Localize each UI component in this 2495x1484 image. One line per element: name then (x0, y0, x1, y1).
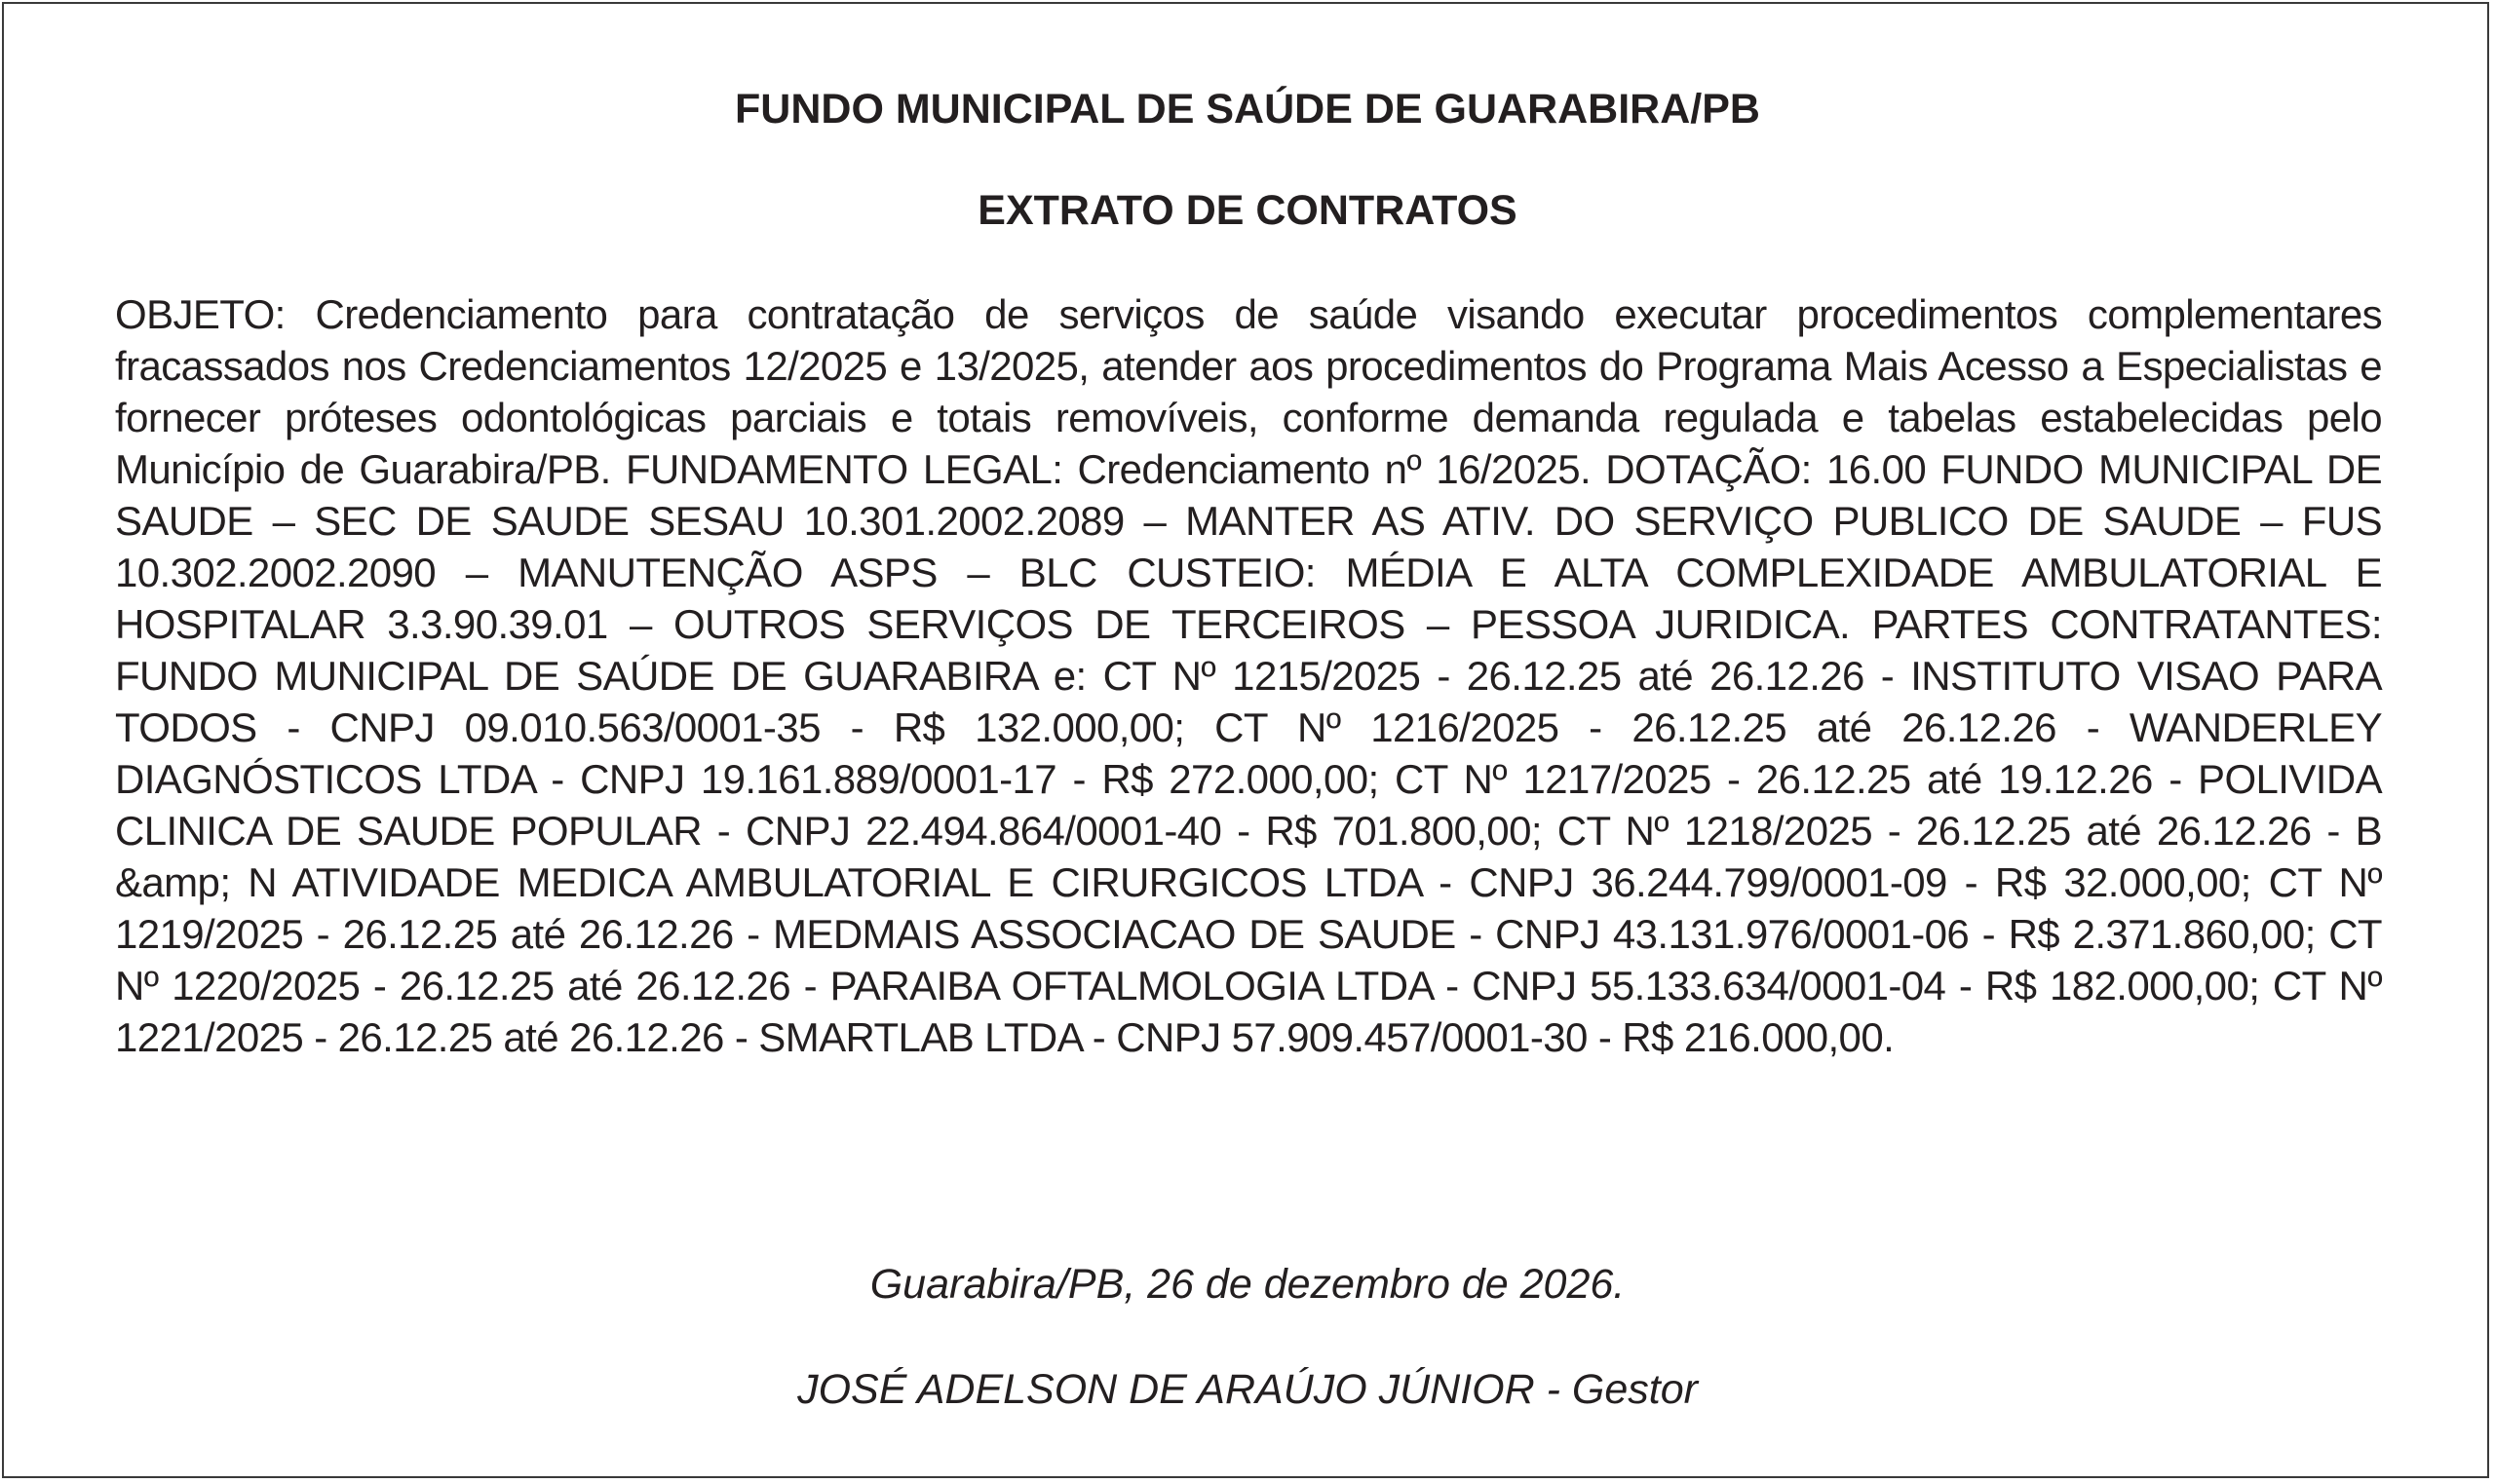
signatory-line: JOSÉ ADELSON DE ARAÚJO JÚNIOR - Gestor (797, 1366, 1698, 1413)
organization-title: FUNDO MUNICIPAL DE SAÚDE DE GUARABIRA/PB (735, 86, 1760, 133)
contract-extract-body: OBJETO: Credenciamento para contratação de serviços de saúde visando executar procedimentos complementares fracassados nos Credenciamentos 12/2025 e 13/2025, atender aos procedimentos do Programa Mais Acesso a Especialistas e fornecer próteses odontológicas parciais e totais removíveis, conforme demanda regulada e tabelas estabelecidas pelo Município de Guarabira/PB. FUNDAMENTO LEGAL: Credenciamento nº 16/2025. DOTAÇÃO: 16.00 FUNDO MUNICIPAL DE SAUDE – SEC DE SAUDE SESAU 10.301.2002.2089 – MANTER AS ATIV. DO SERVIÇO PUBLICO DE SAUDE – FUS 10.302.2002.2090 – MANUTENÇÃO ASPS – BLC CUSTEIO: MÉDIA E ALTA COMPLEXIDADE AMBULATORIAL E HOSPITALAR 3.3.90.39.01 – OUTROS SERVIÇOS DE TERCEIROS – PESSOA JURIDICA. PARTES CONTRATANTES: FUNDO MUNICIPAL DE SAÚDE DE GUARABIRA e: CT Nº 1215/2025 - 26.12.25 até 26.12.26 - INSTITUTO VISAO PARA TODOS - CNPJ 09.010.563/0001-35 - R$ 132.000,00; CT Nº 1216/2025 - 26.12.25 até 26.12.26 - WANDERLEY DIAGNÓSTICOS LTDA - CNPJ 19.161.889/0001-17 - R$ 272.000,00; CT Nº 1217/2025 - 26.12.25 até 19.12.26 - POLIVIDA CLINICA DE SAUDE POPULAR - CNPJ 22.494.864/0001-40 - R$ 701.800,00; CT Nº 1218/2025 - 26.12.25 até 26.12.26 - B &amp; N ATIVIDADE MEDICA AMBULATORIAL E CIRURGICOS LTDA - CNPJ 36.244.799/0001-09 - R$ 32.000,00; CT Nº 1219/2025 - 26.12.25 até 26.12.26 - MEDMAIS ASSOCIACAO DE SAUDE - CNPJ 43.131.976/0001-06 - R$ 2.371.860,00; CT Nº 1220/2025 - 26.12.25 até 26.12.26 - PARAIBA OFTALMOLOGIA LTDA - CNPJ 55.133.634/0001-04 - R$ 182.000,00; CT Nº 1221/2025 - 26.12.25 até 26.12.26 - SMARTLAB LTDA - CNPJ 57.909.457/0001-30 - R$ 216.000,00. (115, 291, 2382, 1060)
place-and-date: Guarabira/PB, 26 de dezembro de 2026. (869, 1261, 1626, 1308)
document-title: EXTRATO DE CONTRATOS (978, 187, 1517, 234)
